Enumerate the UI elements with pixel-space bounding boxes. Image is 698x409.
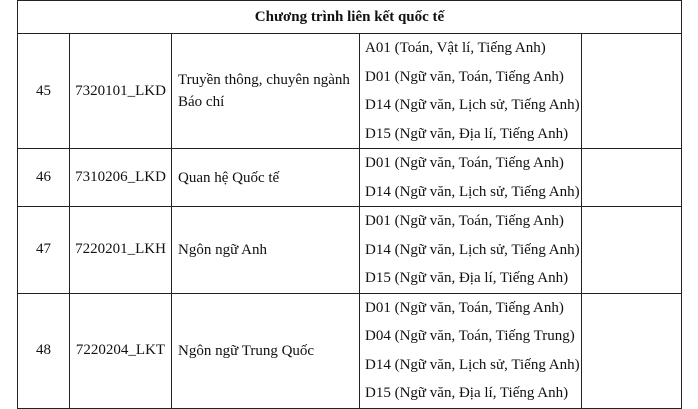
row-number: 48	[18, 293, 70, 408]
subject-combination: D14 (Ngữ văn, Lịch sử, Tiếng Anh)	[365, 97, 580, 113]
table-row	[18, 34, 682, 149]
program-code: 7220204_LKT	[70, 293, 172, 408]
subject-combination: D01 (Ngữ văn, Toán, Tiếng Anh)	[365, 155, 564, 171]
program-table	[17, 0, 682, 409]
empty-cell	[582, 34, 682, 149]
row-number: 45	[18, 34, 70, 149]
subject-combinations	[360, 34, 582, 149]
empty-cell	[582, 149, 682, 207]
program-name: Quan hệ Quốc tế	[172, 149, 360, 207]
subject-combination: D01 (Ngữ văn, Toán, Tiếng Anh)	[365, 68, 564, 85]
subject-combination: D15 (Ngữ văn, Địa lí, Tiếng Anh)	[365, 385, 569, 401]
subject-combinations	[360, 149, 582, 207]
subject-combination: D04 (Ngữ văn, Toán, Tiếng Trung)	[365, 328, 575, 344]
section-header-row	[18, 1, 682, 34]
table-body	[18, 1, 682, 409]
program-code: 7310206_LKD	[70, 149, 172, 207]
section-title: Chương trình liên kết quốc tế	[18, 1, 682, 34]
subject-combination: D15 (Ngữ văn, Địa lí, Tiếng Anh)	[365, 125, 569, 142]
subject-combinations	[360, 207, 582, 294]
subject-combination: D01 (Ngữ văn, Toán, Tiếng Anh)	[365, 213, 564, 229]
subject-combination: D15 (Ngữ văn, Địa lí, Tiếng Anh)	[365, 270, 569, 286]
program-code: 7220201_LKH	[70, 207, 172, 294]
table-row	[18, 149, 682, 207]
program-name: Ngôn ngữ Anh	[172, 207, 360, 294]
subject-combination: D14 (Ngữ văn, Lịch sử, Tiếng Anh)	[365, 183, 580, 200]
program-name: Ngôn ngữ Trung Quốc	[172, 293, 360, 408]
table-row	[18, 293, 682, 408]
row-number: 47	[18, 207, 70, 294]
row-number: 46	[18, 149, 70, 207]
program-code: 7320101_LKD	[70, 34, 172, 149]
table-row	[18, 207, 682, 294]
subject-combinations	[360, 293, 582, 408]
subject-combination: D01 (Ngữ văn, Toán, Tiếng Anh)	[365, 299, 564, 316]
empty-cell	[582, 293, 682, 408]
subject-combination: D14 (Ngữ văn, Lịch sử, Tiếng Anh)	[365, 241, 580, 258]
program-name: Truyền thông, chuyên ngành Báo chí	[172, 34, 360, 149]
empty-cell	[582, 207, 682, 294]
subject-combination: A01 (Toán, Vật lí, Tiếng Anh)	[365, 40, 546, 56]
subject-combination: D14 (Ngữ văn, Lịch sử, Tiếng Anh)	[365, 356, 580, 373]
